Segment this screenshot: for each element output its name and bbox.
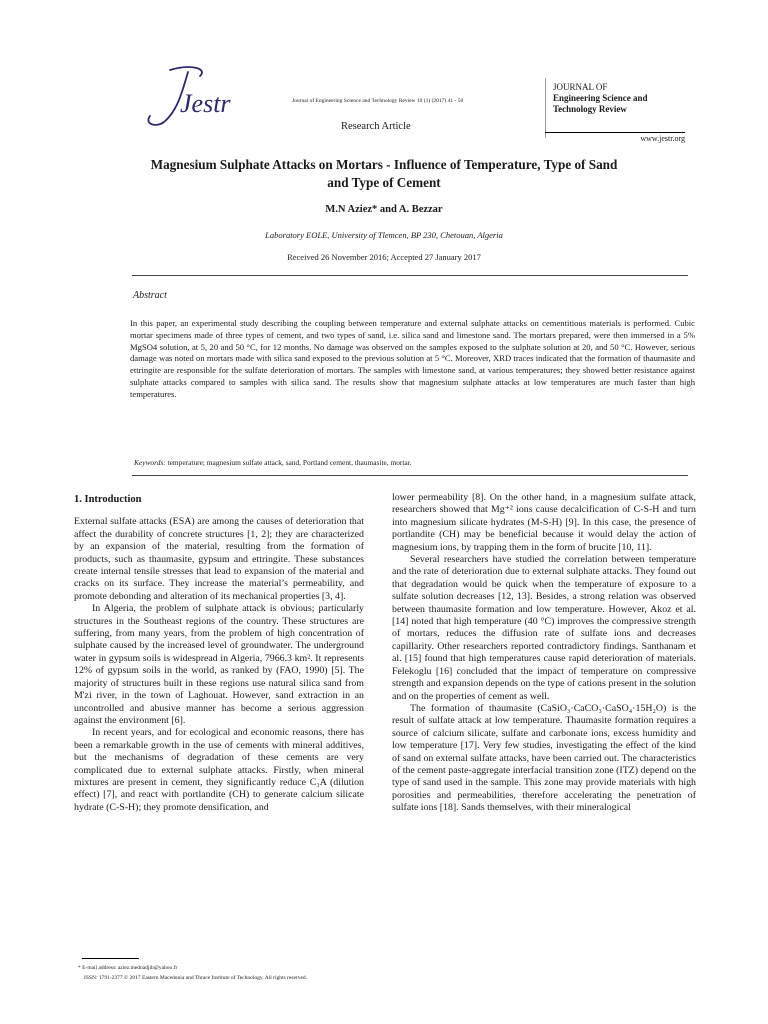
journal-citation: Journal of Engineering Science and Technology Review 10 (1) (2017) 41 - 50	[292, 98, 464, 104]
abstract-heading: Abstract	[133, 290, 167, 301]
journal-name-line-2: Technology Review	[553, 104, 627, 114]
section-heading: 1. Introduction	[74, 494, 142, 505]
logo-text: Jestr	[180, 89, 231, 118]
divider-bottom	[132, 475, 688, 476]
article-type: Research Article	[341, 121, 411, 132]
divider-top	[132, 275, 688, 276]
title-line-2: and Type of Cement	[327, 175, 441, 190]
authors: M.N Aziez* and A. Bezzar	[325, 204, 443, 215]
title-line-1: Magnesium Sulphate Attacks on Mortars - Influence of Temperature, Type of Sand	[150, 157, 618, 172]
paragraph: lower permeability [8]. On the other hand, in a magnesium sulfate attack, researchers showed that Mg⁺² ions cause decalcification of C-S-H and turn into magnesium silicate hydrates (M-S-H) [9]. In this case, the presence of portlandite (CH) may be beneficial because it would delay the action of magnesium ions, by trapping them in the form of brucite [10, 11].	[392, 492, 696, 553]
affiliation: Laboratory EOLE, University of Tlemcen, BP 230, Chetouan, Algeria	[265, 230, 503, 240]
paper-title	[110, 156, 658, 192]
keywords	[134, 458, 412, 467]
footnote-email: * E-mail address: aziez.mednadjib@yahoo.fr	[78, 965, 178, 971]
body-column-left	[74, 494, 364, 814]
abstract-text: In this paper, an experimental study describing the coupling between temperature and external sulphate attacks on cementitious materials is performed. Cubic mortar specimens made of three types of cement, and two types of sand, i.e. silica sand and limestone sand. The mortars prepared, were then immersed in a 5% MgSO4 solution, at 5, 20 and 50 °C, for 12 months. No damage was observed on the samples exposed to the sulphate solution at 20, and 50 °C. However, serious damage was noted on mortars made with silica sand exposed to the previous solution at 5 °C. Moreover, XRD traces indicated that the formation of thaumasite and ettringite are responsible for the sulfate deterioration of mortars. The samples with limestone sand, at various temperatures; they showed better resistance against sulphate attacks compared to samples with silica sand. The results show that magnesium sulphate attacks at low temperatures are much faster than high temperatures.	[130, 318, 695, 399]
journal-label: JOURNAL OF	[553, 82, 608, 92]
journal-url[interactable]: www.jestr.org	[640, 134, 685, 143]
journal-masthead	[553, 82, 648, 115]
received-dates: Received 26 November 2016; Accepted 27 January 2017	[287, 252, 481, 262]
paragraph: External sulfate attacks (ESA) are among the causes of deterioration that affect the durability of concrete structures [1, 2]; they are characterized by an expansion of the material, resulting from the formation of products, such as thaumasite, gypsum and ettringite. These substances create internal tensile stresses that lead to expansion of the material and cracks on its surface. They increase the material’s permeability, and promote debonding and alteration of its mechanical properties [3, 4].	[74, 516, 364, 602]
paragraph: In Algeria, the problem of sulphate attack is obvious; particularly structures in the Southeast regions of the country. These structures are suffering, from many years, from the problem of high concentration of sulphate caused by the increased level of groundwater. The underground water in gypsum soils is widespread in Algeria, 7966.3 km². It represents 12% of gypsum soils in the world, as ranked by (FAO, 1990) [5]. The majority of structures built in these regions use natural silica sand from M'zi river, in the town of Laghouat. However, sand extraction in an uncontrolled and abusive manner has become a serious aggression against the environment [6].	[74, 603, 364, 726]
journal-logo	[130, 62, 260, 132]
paragraph: The formation of thaumasite (CaSiO₃·CaCO₃·CaSO₄·15H₂O) is the result of sulfate attack at low temperature. Thaumasite formation requires a source of calcium silicate, sulfate and carbonate ions, excess humidity and low temperature [17]. Very few studies, investigating the effect of the kind of sand on external sulfate attacks, have been carried out. The characteristics of the cement paste-aggregate interfacial transition zone (ITZ) depend on the type of sand used in the sample. This zone may provide materials with high porosities and permeabilities, therefore accelerating the penetration of sulfate ions [18]. Sands themselves, with their mineralogical	[392, 702, 696, 814]
footnote-rule	[82, 958, 139, 959]
footnote-issn: ISSN: 1791-2377 © 2017 Eastern Macedonia and Thrace Institute of Technology. All rights reserved.	[84, 975, 308, 981]
keywords-text: temperature; magnesium sulfate attack, sand, Portland cement, thaumasite, mortar.	[165, 458, 412, 467]
body-column-right	[392, 492, 696, 815]
journal-name-line-1: Engineering Science and	[553, 93, 648, 103]
keywords-label: Keywords:	[134, 458, 166, 467]
paragraph: In recent years, and for ecological and economic reasons, there has been a remarkable growth in the use of cements with mineral additives, but the mechanisms of degradation of these cements are very complicated due to external sulphate attacks. Firstly, when mineral mixtures are present in cement, they significantly reduce C₃A (dilution effect) [7], and react with portlandite (CH) to generate calcium silicate hydrate (C-S-H); they promote densification, and	[74, 727, 364, 813]
paragraph: Several researchers have studied the correlation between temperature and the rate of deterioration due to external sulphate attacks. They found out that degradation would be quick when the temperature of exposure to a sulfate solution decreases [12, 13]. Besides, a strong relation was observed between thaumasite formation and low temperature. However, Akoz et al. [14] noted that high temperature (40 °C) improves the compressive strength of mortars, reduces the diffusion rate of sulfate ions and decreases capillarity. Other researchers reported contradictory findings. Santhanam et al. [15] found that high temperatures cause rapid deterioration of materials. Felekoglu [16] concluded that the impact of temperature on compressive strength and expansion depends on the type of cations present in the solution and on the properties of cement as well.	[392, 554, 696, 702]
masthead-rule	[545, 132, 685, 133]
header-divider	[545, 78, 546, 138]
